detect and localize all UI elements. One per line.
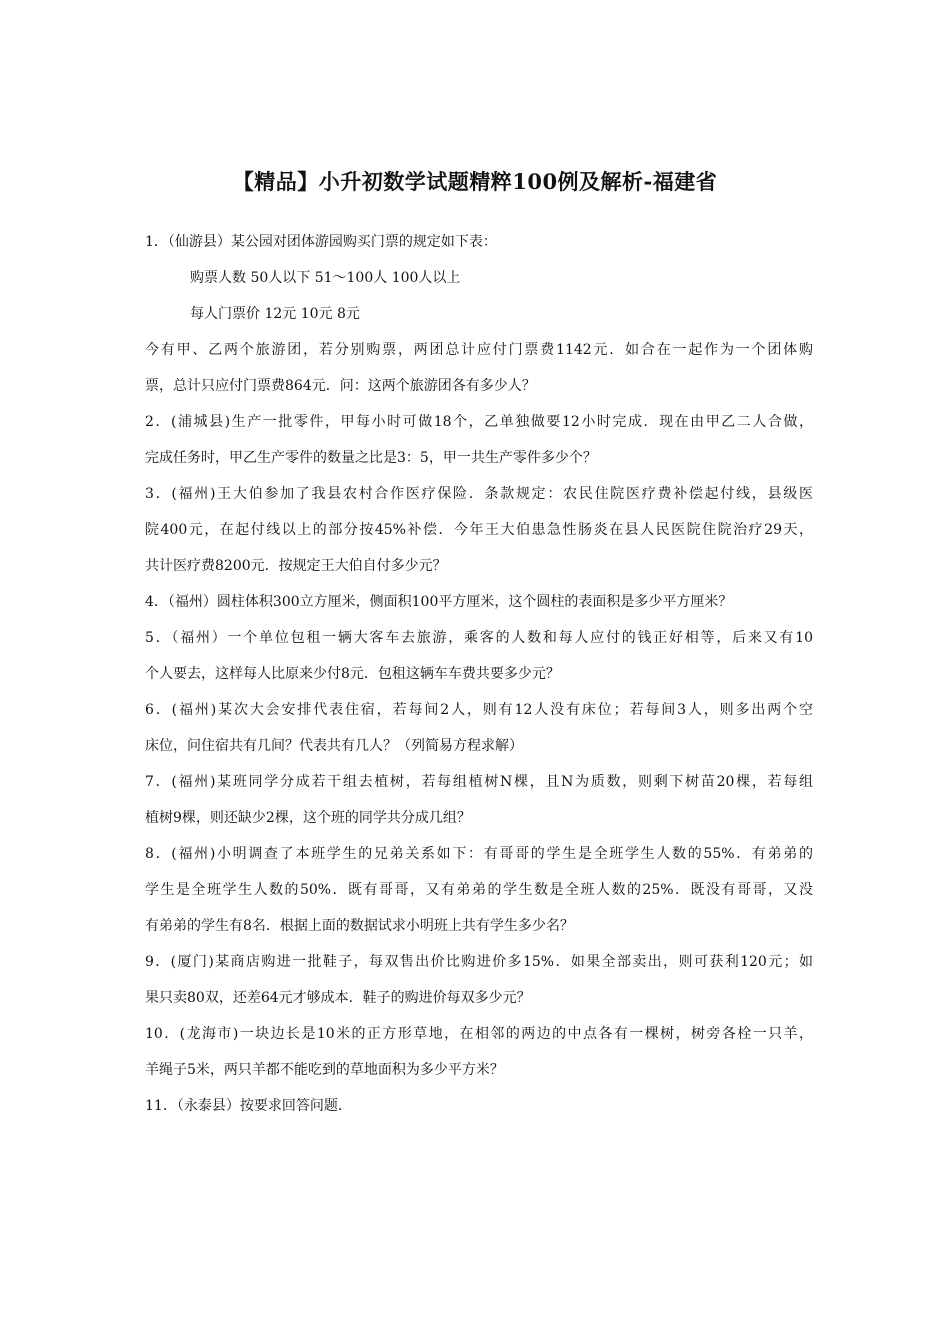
problem-7-line-1: 7．(福州)某班同学分成若干组去植树，若每组植树N棵，且N为质数，则剩下树苗20棵，若每组 — [145, 774, 813, 790]
problem-9-line-2: 果只卖80双，还差64元才够成本．鞋子的购进价每双多少元？ — [145, 990, 531, 1006]
ticket-table-row-1: 购票人数 50人以下 51～100人 100人以上 — [190, 270, 461, 286]
problem-4-line-1: 4．（福州）圆柱体积300立方厘米，侧面积100平方厘米，这个圆柱的表面积是多少平方厘米？ — [145, 594, 733, 610]
problem-2-line-2: 完成任务时，甲乙生产零件的数量之比是3：5，甲一共生产零件多少个？ — [145, 450, 597, 466]
problem-7-line-2: 植树9棵，则还缺少2棵，这个班的同学共分成几组？ — [145, 810, 471, 826]
document-title: 【精品】小升初数学试题精粹100例及解析-福建省 — [232, 169, 718, 194]
problem-9-line-1: 9．(厦门)某商店购进一批鞋子，每双售出价比购进价多15%．如果全部卖出，则可获利120元；如 — [145, 954, 813, 970]
problem-2-line-1: 2．(浦城县)生产一批零件，甲每小时可做18个，乙单独做要12小时完成．现在由甲乙二人合做， — [145, 414, 813, 430]
problem-5-line-1: 5．（福州）一个单位包租一辆大客车去旅游，乘客的人数和每人应付的钱正好相等，后来又有10 — [145, 630, 813, 646]
problem-3-line-1: 3．(福州)王大伯参加了我县农村合作医疗保险．条款规定：农民住院医疗费补偿起付线，县级医 — [145, 486, 813, 502]
problem-10-line-2: 羊绳子5米，两只羊都不能吃到的草地面积为多少平方米？ — [145, 1062, 504, 1078]
problem-3-line-2: 院400元，在起付线以上的部分按45%补偿．今年王大伯患急性肠炎在县人民医院住院治疗29天， — [145, 522, 813, 538]
problem-1-line-3: 票，总计只应付门票费864元．问：这两个旅游团各有多少人？ — [145, 378, 536, 394]
problem-8-line-1: 8．(福州)小明调查了本班学生的兄弟关系如下：有哥哥的学生是全班学生人数的55%．有弟弟的 — [145, 846, 813, 862]
problem-6-line-2: 床位，问住宿共有几间？代表共有几人？（列简易方程求解） — [145, 738, 523, 754]
problem-1-line-2: 今有甲、乙两个旅游团，若分别购票，两团总计应付门票费1142元．如合在一起作为一个团体购 — [145, 342, 813, 358]
problem-11-line-1: 11．（永泰县）按要求回答问题． — [145, 1098, 352, 1114]
problem-5-line-2: 个人要去，这样每人比原来少付8元．包租这辆车车费共要多少元？ — [145, 666, 560, 682]
document-body — [145, 224, 813, 1124]
problem-1-line-1: 1．（仙游县）某公园对团体游园购买门票的规定如下表： — [145, 234, 497, 250]
problem-10-line-1: 10．(龙海市)一块边长是10米的正方形草地，在相邻的两边的中点各有一棵树，树旁各栓一只羊， — [145, 1026, 813, 1042]
problem-8-line-2: 学生是全班学生人数的50%．既有哥哥，又有弟弟的学生数是全班人数的25%．既没有哥哥，又没 — [145, 882, 813, 898]
problem-3-line-3: 共计医疗费8200元．按规定王大伯自付多少元？ — [145, 558, 447, 574]
problem-8-line-3: 有弟弟的学生有8名．根据上面的数据试求小明班上共有学生多少名？ — [145, 918, 574, 934]
problem-6-line-1: 6．(福州)某次大会安排代表住宿，若每间2人，则有12人没有床位；若每间3人，则多出两个空 — [145, 702, 813, 718]
ticket-table-row-2: 每人门票价 12元 10元 8元 — [190, 306, 360, 322]
